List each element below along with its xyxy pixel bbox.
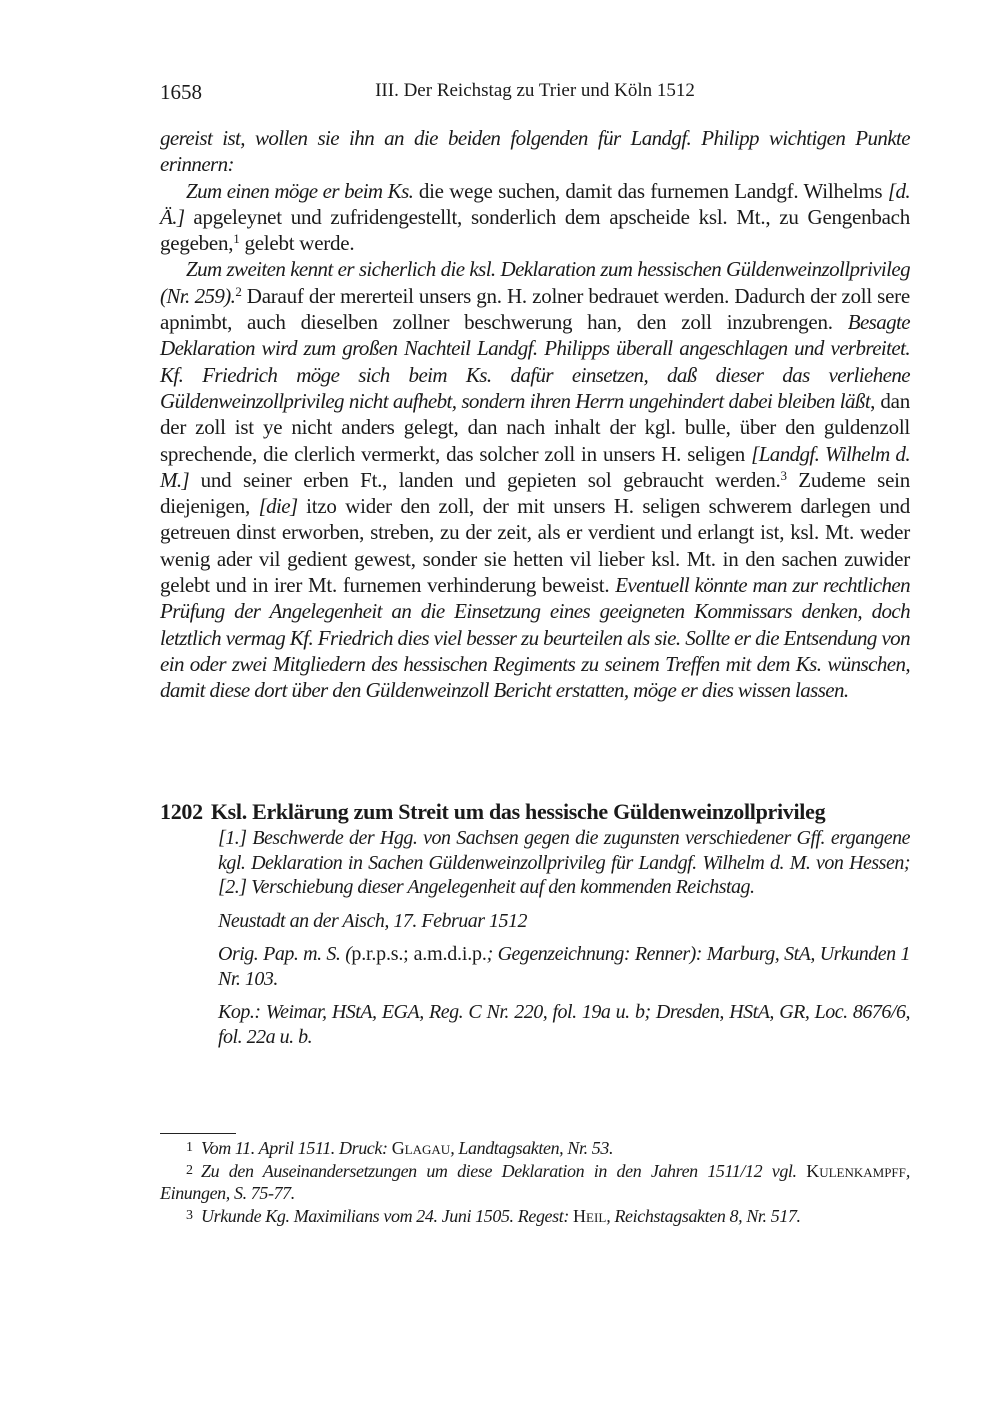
footnote-ref[interactable]: 3 <box>780 467 787 483</box>
footnote-number: 1 <box>186 1140 193 1155</box>
source-text: Zudeme sein diejenigen, <box>160 467 910 519</box>
body-text <box>160 125 910 704</box>
italic-text: Eventuell könnte man zur rechtlichen Prüfung der Angelegenheit an die Einsetzung eines geeigneten Kommissars denken, doch letztlich vermag Kf. Friedrich dies viel besser zu beurteilen als sie. Sollte er die Entsendung von ein oder zwei Mitgliedern des hessischen Regiments zu seinem Treffen mit dem Ks. wünschen, damit diese dort über den Güldenweinzoll Bericht erstatten, möge er dies wissen lassen. <box>160 573 910 703</box>
entry-number: 1202 <box>160 799 203 824</box>
entry-copies: Kop.: Weimar, HStA, EGA, Reg. C Nr. 220, fol. 19a u. b; Dresden, HStA, GR, Loc. 8676/6, fol. 22a u. b. <box>218 1001 910 1048</box>
source-text: die wege suchen, damit das furnemen Landgf. Wilhelms <box>413 178 888 203</box>
editorial-insert: [die] <box>258 494 298 519</box>
paragraph <box>160 256 910 703</box>
italic-text: Zum einen möge er beim Ks. <box>186 178 414 203</box>
source-text: , dan der zoll ist ye nicht anders gelegt, dan nach inhalt der kgl. bulle, über den guldenzoll sprechende, die clerlich vermerkt, das solcher zoll in unsers H. seligen <box>160 388 910 466</box>
entry-heading <box>160 798 910 826</box>
editorial-insert: [Landgf. Wilhelm d. M.] <box>160 441 910 492</box>
footnote-number: 2 <box>186 1162 193 1178</box>
footnote-text: Urkunde Kg. Maximilians vom 24. Juni 1505. Regest: <box>201 1205 574 1226</box>
entry-original <box>218 942 910 991</box>
footnote-rule <box>160 1133 236 1134</box>
footnote-text: Zu den Auseinandersetzungen um diese Deklaration in den Jahren 1511/12 vgl. <box>201 1160 807 1181</box>
author-name: Heil <box>573 1205 607 1226</box>
source-text: und seiner erben Ft., landen und gepieten sol gebraucht werden. <box>189 467 781 492</box>
footnote-text: , Einungen, S. 75-77. <box>160 1160 910 1203</box>
running-header <box>160 80 910 108</box>
footnote <box>160 1160 910 1205</box>
entry-summary: [1.] Beschwerde der Hgg. von Sachsen gegen die zugunsten verschiedener Gff. ergangene kgl. Deklaration in Sachen Güldenweinzollprivileg für Landgf. Wilhelm d. M. von Hessen; [2.] Verschiebung dieser Angelegenheit auf den kommenden Reichstag. <box>218 827 910 898</box>
source-text: Darauf der mererteil unsers gn. H. zolner bedrauet werden. Dadurch der zoll sere apnimbt, auch dieselben zollner beschwerung han, den zoll inzubrengen. <box>160 283 910 335</box>
author-name: Kulenkampff <box>806 1160 906 1181</box>
footnote-number: 3 <box>186 1207 193 1223</box>
source-text: apgeleynet und zufridengestellt, sonderlich dem apscheide ksl. Mt., zu Gengenbach gegeben, <box>160 204 910 256</box>
footnote-ref[interactable]: 2 <box>235 283 242 299</box>
running-title: III. Der Reichstag zu Trier und Köln 1512 <box>375 80 695 101</box>
footnote-ref[interactable]: 1 <box>233 231 240 247</box>
entry-place-date: Neustadt an der Aisch, 17. Februar 1512 <box>218 909 528 932</box>
entry-metadata <box>218 826 910 1049</box>
paragraph <box>160 178 910 257</box>
page-number: 1658 <box>160 80 202 104</box>
footnotes <box>160 1137 910 1227</box>
author-name: Glagau <box>391 1138 451 1158</box>
source-text: itzo wider den zoll, der mit unsers H. seligen schwerem darlegen und getreuen dinst erworben, streben, zu der zeit, als er verdient und erlangt ist, ksl. Mt. weder wenig ader vil gedient gewest, sonder sie hetten vil lieber ksl. Mt. in den sachen zuwider gelebt und in irer Mt. furnemen verhinderung beweist. <box>160 494 910 598</box>
italic-text: gereist ist, wollen sie ihn an die beiden folgenden für Landgf. Philipp wichtigen Punkte erinnern: <box>160 126 910 177</box>
editorial-insert: [d. Ä.] <box>160 178 910 229</box>
footnote-text: Vom 11. April 1511. Druck: <box>201 1138 392 1158</box>
orig-abbrev: p.r.p.s.; a.m.d.i.p. <box>351 943 487 965</box>
document-entry <box>160 798 910 1058</box>
footnote-text: , Landtagsakten, Nr. 53. <box>450 1138 614 1158</box>
paragraph <box>160 125 910 178</box>
footnote <box>160 1205 910 1228</box>
footnote <box>160 1137 910 1160</box>
orig-text: Orig. Pap. m. S. ( <box>218 943 352 965</box>
entry-title: Ksl. Erklärung zum Streit um das hessische Güldenweinzollprivileg <box>210 799 826 824</box>
orig-text: ; Gegenzeichnung: Renner): Marburg, StA, Urkunden 1 Nr. 103. <box>218 943 910 990</box>
footnote-text: , Reichstagsakten 8, Nr. 517. <box>606 1205 801 1226</box>
source-text: gelebt werde. <box>239 231 355 256</box>
italic-text: Zum zweiten kennt er sicherlich die ksl. Deklaration zum hessischen Güldenweinzollprivileg (Nr. 259). <box>160 257 910 308</box>
italic-text: Besagte Deklaration wird zum großen Nachteil Landgf. Philipps überall angeschlagen und verbreitet. Kf. Friedrich möge sich beim Ks. dafür einsetzen, daß dieser das verliehene Güldenweinzollprivileg nicht aufhebt, sondern ihren Herrn ungehindert dabei bleiben läßt <box>160 310 910 413</box>
